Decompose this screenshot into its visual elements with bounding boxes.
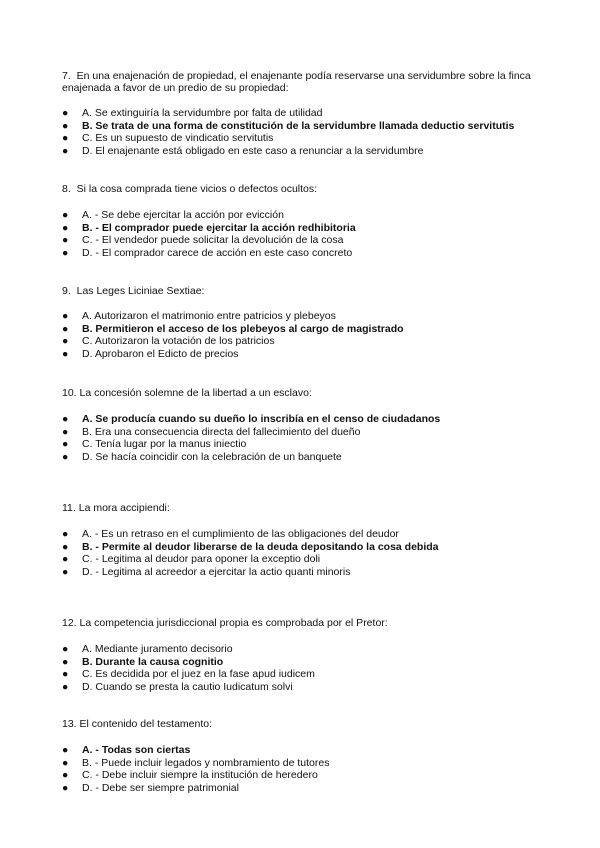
option-b: ● B. Se trata de una forma de constitución de la servidumbre llamada deductio servitutis <box>62 119 515 132</box>
bullet-icon: ● <box>62 756 69 769</box>
options-list <box>62 744 550 794</box>
bullet-icon: ● <box>62 335 69 348</box>
option-c: ● C. Autorizaron la votación de los patricios <box>62 335 275 348</box>
option-d: ● D. - El comprador carece de acción en este caso concreto <box>62 246 353 259</box>
bullet-icon: ● <box>62 246 69 259</box>
question-number: 8. <box>62 183 71 195</box>
bullet-icon: ● <box>62 450 69 463</box>
question-stem <box>62 502 550 514</box>
bullet-icon: ● <box>62 209 69 221</box>
bullet-icon: ● <box>62 144 69 157</box>
option-a: ● A. Se producía cuando su dueño lo inscribía en el censo de ciudadanos <box>62 413 441 425</box>
bullet-icon: ● <box>62 553 69 566</box>
question-text: En una enajenación de propiedad, el enajenante podía reservarse una servidumbre sobre la finca enajenada a favor de un predio de su propiedad: <box>62 70 531 94</box>
question-text: La mora accipiendi: <box>78 502 170 514</box>
question-13 <box>62 718 550 794</box>
option-c: ● C. Es un supuesto de vindicatio servitutis <box>62 132 274 145</box>
option-b: ● B. Permitieron el acceso de los plebeyos al cargo de magistrado <box>62 322 404 335</box>
bullet-icon: ● <box>62 347 69 360</box>
bullet-icon: ● <box>62 413 69 425</box>
question-stem <box>62 70 550 94</box>
bullet-icon: ● <box>62 132 69 145</box>
option-b: ● B. - Permite al deudor liberarse de la deuda depositando la cosa debida <box>62 540 439 553</box>
option-a: ● A. - Es un retraso en el cumplimiento de las obligaciones del deudor <box>62 528 399 540</box>
option-c: ● C. - El vendedor puede solicitar la devolución de la cosa <box>62 234 344 247</box>
option-a: ● A. Se extinguiría la servidumbre por falta de utilidad <box>62 107 323 119</box>
question-number: 7. <box>62 70 71 82</box>
option-b: ● B. - Puede incluir legados y nombramiento de tutores <box>62 756 330 769</box>
option-b: ● B. Era una consecuencia directa del fallecimiento del dueño <box>62 425 361 438</box>
bullet-icon: ● <box>62 528 69 540</box>
option-b: ● B. Durante la causa cognitio <box>62 655 224 668</box>
bullet-icon: ● <box>62 643 69 655</box>
options-list <box>62 107 550 157</box>
question-8 <box>62 183 550 259</box>
question-stem <box>62 387 550 399</box>
question-number: 11. <box>62 502 76 514</box>
question-11 <box>62 502 550 578</box>
options-list <box>62 643 550 693</box>
bullet-icon: ● <box>62 119 69 132</box>
option-d: ● D. El enajenante está obligado en este caso a renunciar a la servidumbre <box>62 144 424 157</box>
question-stem <box>62 718 550 730</box>
question-stem <box>62 183 550 195</box>
question-text: El contenido del testamento: <box>79 718 213 730</box>
bullet-icon: ● <box>62 540 69 553</box>
option-a: ● A. Mediante juramento decisorio <box>62 643 233 655</box>
option-a: ● A. - Todas son ciertas <box>62 744 191 756</box>
question-text: Las Leges Liciniae Sextiae: <box>76 285 205 297</box>
options-list <box>62 413 550 463</box>
option-a: ● A. - Se debe ejercitar la acción por evicción <box>62 209 284 221</box>
option-b: ● B. - El comprador puede ejercitar la acción redhibitoria <box>62 221 356 234</box>
bullet-icon: ● <box>62 744 69 756</box>
question-12 <box>62 617 550 693</box>
option-d: ● D. Aprobaron el Edicto de precios <box>62 347 239 360</box>
bullet-icon: ● <box>62 565 69 578</box>
option-d: ● D. Se hacía coincidir con la celebración de un banquete <box>62 450 342 463</box>
question-number: 9. <box>62 285 71 297</box>
option-c: ● C. - Debe incluir siempre la institución de heredero <box>62 769 318 782</box>
bullet-icon: ● <box>62 107 69 119</box>
option-a: ● A. Autorizaron el matrimonio entre patricios y plebeyos <box>62 310 336 322</box>
bullet-icon: ● <box>62 234 69 247</box>
bullet-icon: ● <box>62 310 69 322</box>
bullet-icon: ● <box>62 781 69 794</box>
question-number: 10. <box>62 387 77 399</box>
options-list <box>62 528 550 578</box>
option-c: ● C. Es decidida por el juez en la fase apud iudicem <box>62 668 315 681</box>
question-9 <box>62 285 550 360</box>
question-text: Si la cosa comprada tiene vicios o defectos ocultos: <box>76 183 318 195</box>
bullet-icon: ● <box>62 221 69 234</box>
question-7 <box>62 70 550 157</box>
bullet-icon: ● <box>62 322 69 335</box>
question-number: 13. <box>62 718 77 730</box>
option-d: ● D. - Legitima al acreedor a ejercitar la actio quanti minoris <box>62 565 351 578</box>
question-stem <box>62 617 550 629</box>
bullet-icon: ● <box>62 655 69 668</box>
question-number: 12. <box>62 617 77 629</box>
bullet-icon: ● <box>62 769 69 782</box>
bullet-icon: ● <box>62 438 69 451</box>
option-d: ● D. - Debe ser siempre patrimonial <box>62 781 239 794</box>
options-list <box>62 310 550 360</box>
option-d: ● D. Cuando se presta la cautio Iudicatum solvi <box>62 680 293 693</box>
bullet-icon: ● <box>62 668 69 681</box>
question-text: La competencia jurisdiccional propia es comprobada por el Pretor: <box>79 617 388 629</box>
bullet-icon: ● <box>62 680 69 693</box>
options-list <box>62 209 550 259</box>
question-stem <box>62 285 550 297</box>
option-c: ● C. - Legitima al deudor para oponer la exceptio doli <box>62 553 321 566</box>
bullet-icon: ● <box>62 425 69 438</box>
option-c: ● C. Tenía lugar por la manus iniectio <box>62 438 247 451</box>
question-text: La concesión solemne de la libertad a un esclavo: <box>79 387 312 399</box>
question-10 <box>62 387 550 463</box>
